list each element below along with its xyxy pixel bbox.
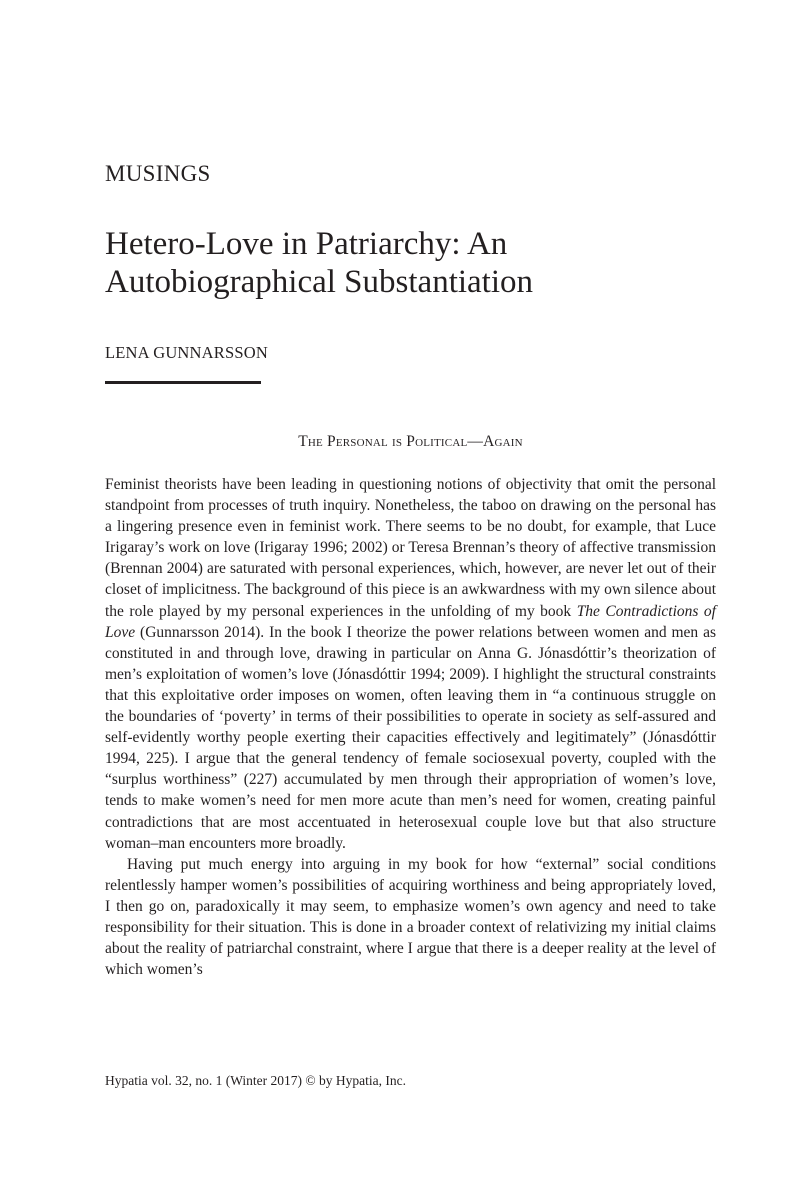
section-heading: The Personal is Political—Again: [298, 433, 523, 450]
article-title: Hetero-Love in Patriarchy: An Autobiographical Substantiation: [105, 226, 534, 300]
paragraph-1-part-2: (Gunnarsson 2014). In the book I theorize the power relations between women and men as constituted in and through love, drawing in particular on Anna G. Jónasdóttir’s theorization of men’s exploitation of women’s love (Jónasdóttir 1994; 2009). I highlight the structural constraints that this exploitative order imposes on women, often leaving them in “a continuous struggle on the boundaries of ‘poverty’ in terms of their possibilities to operate in society as self-assured and self-evidently worthy people exerting their capacities effectively and legitimately” (Jónasdóttir 1994, 225). I argue that the general tendency of female sociosexual poverty, coupled with the “surplus worthiness” (227) accumulated by men through their appropriation of women’s love, tends to make women’s need for men more acute than men’s need for women, creating painful contradictions that are most accentuated in heterosexual couple love but that also structure woman–man encounters more broadly.: [105, 623, 716, 852]
book-title: The Contradictions of Love: [105, 602, 716, 641]
paragraph-1-part-1: Feminist theorists have been leading in questioning notions of objectivity that omit the personal standpoint from processes of truth inquiry. Nonetheless, the taboo on drawing on the personal has a lingering presence even in feminist work. There seems to be no doubt, for example, that Luce Irigaray’s work on love (Irigaray 1996; 2002) or Teresa Brennan’s theory of affective transmission (Brennan 2004) are saturated with personal experiences, which, however, are never let out of their closet of implicitness. The background of this piece is an awkwardness with my own silence about the role played by my personal experiences in the unfolding of my book: [105, 476, 716, 620]
section-label: MUSINGS: [105, 161, 211, 186]
title-divider: [105, 381, 261, 384]
paragraph-1: [105, 474, 716, 854]
author-name: LENA GUNNARSSON: [105, 343, 268, 362]
article-body: [105, 474, 716, 980]
journal-footer: Hypatia vol. 32, no. 1 (Winter 2017) © by Hypatia, Inc.: [105, 1073, 407, 1088]
paragraph-2: Having put much energy into arguing in my book for how “external” social conditions relentlessly hamper women’s possibilities of acquiring worthiness and being appropriately loved, I then go on, paradoxically it may seem, to emphasize women’s own agency and need to take responsibility for their situation. This is done in a broader context of relativizing my initial claims about the reality of patriarchal constraint, where I argue that there is a deeper reality at the level of which women’s: [105, 855, 716, 979]
